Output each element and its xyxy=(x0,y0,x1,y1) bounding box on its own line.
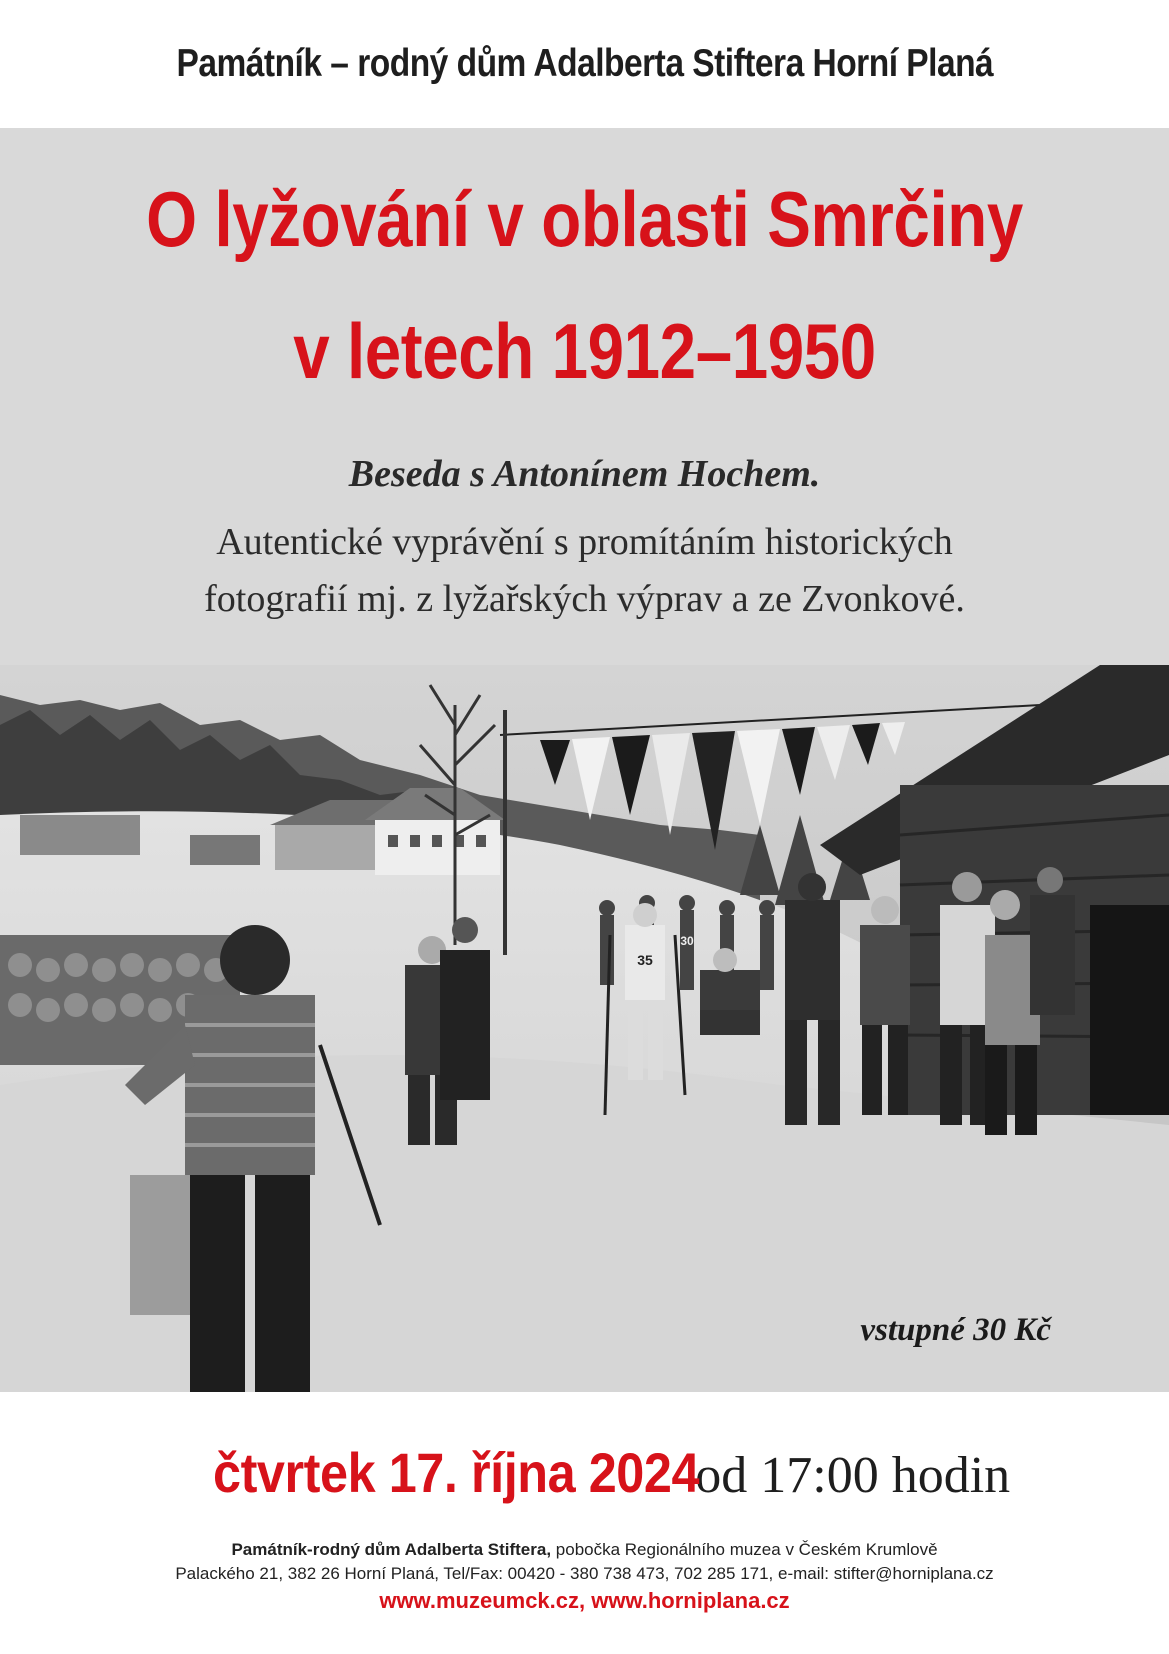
event-title-line-1: O lyžování v oblasti Smrčiny xyxy=(146,175,1023,263)
footer-org-branch: pobočka Regionálního muzea v Českém Krumlově xyxy=(551,1540,938,1559)
event-date: čtvrtek 17. října 2024 xyxy=(212,1441,699,1504)
bib-number: 35 xyxy=(637,952,653,968)
footer-websites[interactable]: www.muzeumck.cz, www.horniplana.cz xyxy=(379,1588,790,1613)
event-date-time xyxy=(0,1440,1169,1505)
event-subtitle: Beseda s Antonínem Hochem. xyxy=(348,453,821,495)
footer-org-line xyxy=(0,1538,1169,1562)
footer-address: Palackého 21, 382 26 Horní Planá, Tel/Fax: 00420 - 380 738 473, 702 285 171, e-mail: stifter@horniplana.cz xyxy=(175,1564,994,1583)
footer-org-name: Památník-rodný dům Adalberta Stiftera, xyxy=(231,1540,552,1559)
event-title-line-2: v letech 1912–1950 xyxy=(293,307,876,395)
event-time: od 17:00 hodin xyxy=(695,1447,1011,1504)
bib-number: 30 xyxy=(680,934,694,948)
venue-title: Památník – rodný dům Adalberta Stiftera Horní Planá xyxy=(176,42,993,85)
admission-price: vstupné 30 Kč xyxy=(860,1312,1051,1348)
event-description-line-1: Autentické vyprávění s promítáním historických xyxy=(216,521,953,563)
header xyxy=(0,0,1169,128)
footer xyxy=(0,1538,1169,1616)
historic-ski-photo xyxy=(0,665,1169,1392)
event-description-line-2: fotografií mj. z lyžařských výprav a ze Zvonkové. xyxy=(204,578,965,620)
